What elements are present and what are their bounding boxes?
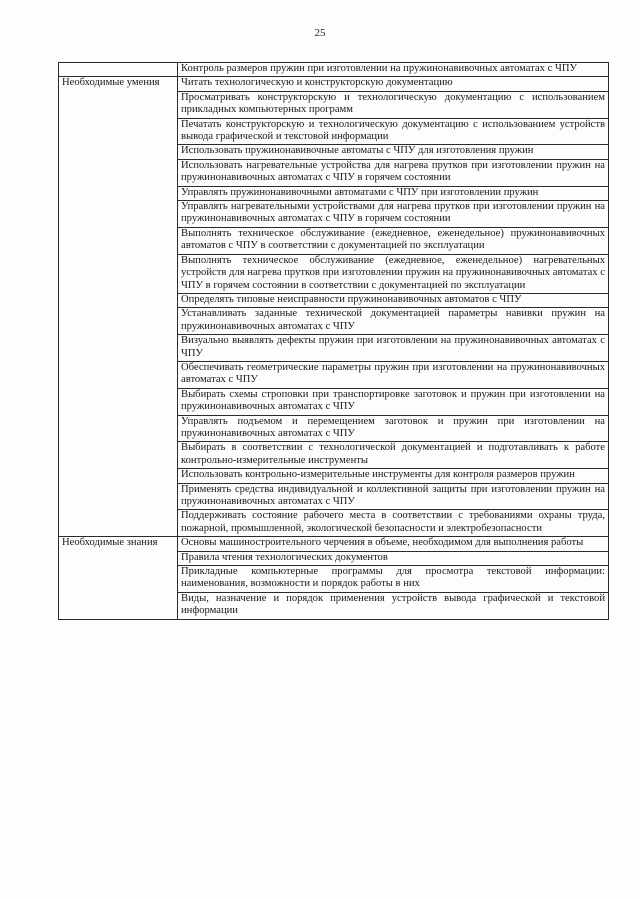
requirement-item: Прикладные компьютерные программы для просмотра текстовой информации: наименования, возможности и порядок работы в них — [178, 566, 609, 593]
requirement-item: Использовать контрольно-измерительные инструменты для контроля размеров пружин — [178, 469, 609, 483]
requirement-item: Устанавливать заданные технической документацией параметры навивки пружин на пружинонавивочных автоматах с ЧПУ — [178, 308, 609, 335]
requirement-item: Визуально выявлять дефекты пружин при изготовлении на пружинонавивочных автоматах с ЧПУ — [178, 335, 609, 362]
requirement-item: Использовать пружинонавивочные автоматы с ЧПУ для изготовления пружин — [178, 145, 609, 159]
requirement-item: Управлять нагревательными устройствами для нагрева прутков при изготовлении пружин на пружинонавивочных автоматах с ЧПУ в горячем состоянии — [178, 201, 609, 228]
requirement-item: Просматривать конструкторскую и технологическую документацию с использованием прикладных компьютерных программ — [178, 91, 609, 118]
requirement-item: Выбирать схемы строповки при транспортировке заготовок и пружин при изготовлении на пружинонавивочных автоматах с ЧПУ — [178, 388, 609, 415]
requirement-item: Использовать нагревательные устройства для нагрева прутков при изготовлении пружин на пружинонавивочных автоматах с ЧПУ в горячем состоянии — [178, 159, 609, 186]
requirement-item: Определять типовые неисправности пружинонавивочных автоматов с ЧПУ — [178, 293, 609, 307]
requirement-item: Поддерживать состояние рабочего места в соответствии с требованиями охраны труда, пожарной, промышленной, экологической безопасности и электробезопасности — [178, 510, 609, 537]
section-label — [59, 63, 178, 77]
requirement-item: Правила чтения технологических документов — [178, 551, 609, 565]
requirement-item: Читать технологическую и конструкторскую документацию — [178, 77, 609, 91]
requirement-item: Управлять пружинонавивочными автоматами с ЧПУ при изготовлении пружин — [178, 186, 609, 200]
table-row — [59, 63, 609, 77]
requirement-item: Печатать конструкторскую и технологическую документацию с использованием устройств вывода графической и текстовой информации — [178, 118, 609, 145]
section-label: Необходимые умения — [59, 77, 178, 537]
section-label: Необходимые знания — [59, 537, 178, 619]
requirement-item: Выполнять техническое обслуживание (ежедневное, еженедельное) нагревательных устройств для нагрева прутков при изготовлении пружин на пружинонавивочных автоматах с ЧПУ в горячем состоянии в соответствии с документацией по эксплуатации — [178, 254, 609, 293]
requirement-item: Выполнять техническое обслуживание (ежедневное, еженедельное) пружинонавивочных автоматов с ЧПУ в соответствии с документацией по эксплуатации — [178, 227, 609, 254]
requirement-item: Применять средства индивидуальной и коллективной защиты при изготовлении пружин на пружинонавивочных автоматах с ЧПУ — [178, 483, 609, 510]
page-number: 25 — [314, 27, 326, 39]
requirement-item: Контроль размеров пружин при изготовлении на пружинонавивочных автоматах с ЧПУ — [178, 63, 609, 77]
table-row — [59, 77, 609, 91]
requirement-item: Обеспечивать геометрические параметры пружин при изготовлении на пружинонавивочных автоматах с ЧПУ — [178, 361, 609, 388]
table-row — [59, 537, 609, 551]
requirement-item: Основы машиностроительного черчения в объеме, необходимом для выполнения работы — [178, 537, 609, 551]
requirements-table — [58, 62, 609, 620]
requirements-table-body — [59, 63, 609, 620]
requirement-item: Виды, назначение и порядок применения устройств вывода графической и текстовой информации — [178, 592, 609, 619]
requirement-item: Управлять подъемом и перемещением заготовок и пружин при изготовлении на пружинонавивочных автоматах с ЧПУ — [178, 415, 609, 442]
requirement-item: Выбирать в соответствии с технологической документацией и подготавливать к работе контрольно-измерительные инструменты — [178, 442, 609, 469]
